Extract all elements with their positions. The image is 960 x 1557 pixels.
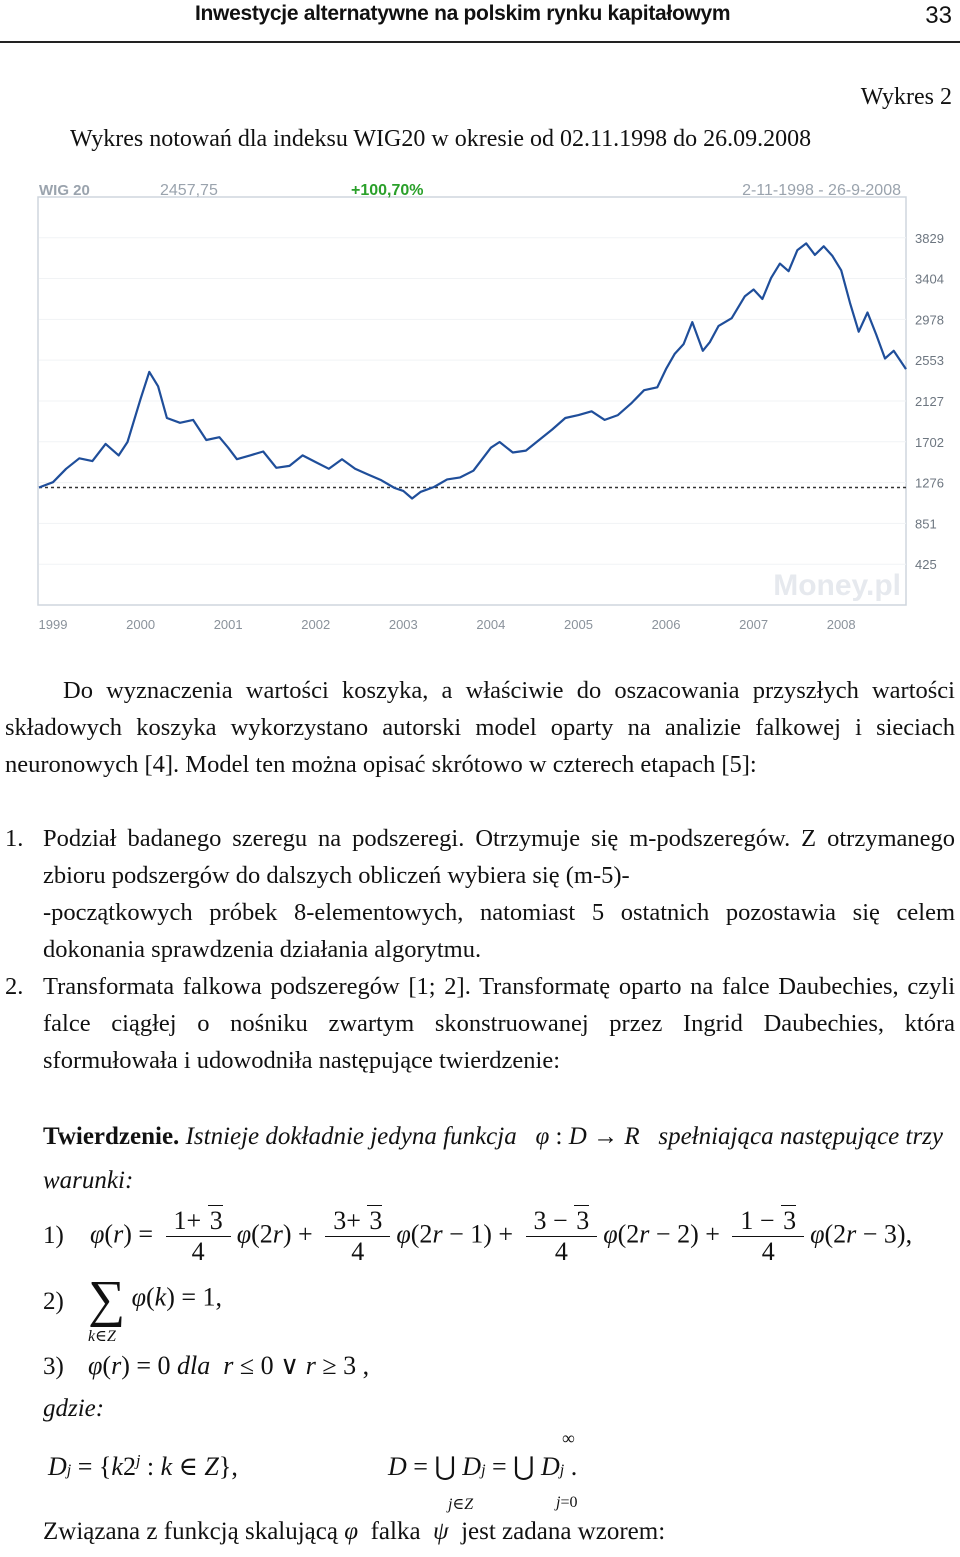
chart-watermark: Money.pl bbox=[773, 569, 901, 602]
x-tick-label: 2006 bbox=[651, 617, 681, 632]
paragraph-intro: Do wyznaczenia wartości koszyka, a właściwie do oszacowania przyszłych wartości składowych koszyka wykorzystano autorski model oparty na analizie falkowej i sieciach neuronowych [4]. Model ten można opisać skrótowo w czterech etapach [5]: bbox=[5, 677, 955, 778]
condition-3-equation: φ(r) = 0 dla r ≤ 0 ∨ r ≥ 3 , bbox=[88, 1351, 370, 1380]
y-tick-label: 2978 bbox=[915, 312, 944, 328]
chart-y-axis bbox=[915, 231, 944, 572]
page-number: 33 bbox=[925, 2, 952, 29]
x-tick-label: 2005 bbox=[564, 617, 593, 632]
union-index-1: j∈Z bbox=[448, 1496, 474, 1513]
y-tick-label: 1702 bbox=[915, 434, 944, 450]
x-tick-label: 2002 bbox=[301, 617, 331, 632]
running-title: Inwestycje alternatywne na polskim rynku kapitałowym bbox=[195, 2, 731, 25]
chart-change: +100,70% bbox=[351, 182, 424, 199]
definition-dj: $Dj = \{k2^j$ : k ∈ Z}, bbox=[48, 1452, 238, 1481]
definition-d: D = ⋃ Dj = ⋃ Dj . bbox=[388, 1452, 578, 1481]
where-label: gdzie: bbox=[43, 1395, 105, 1422]
y-tick-label: 1276 bbox=[915, 475, 944, 491]
list-item-1: 1. Podział badanego szeregu na podszeregi. Otrzymuje się m-podszeregów. Z otrzymanego zbioru podszergów do dalszych obliczeń wybiera się (m-5)- -początkowych próbek 8-elementowych, natomiast 5 ostatnich pozostawia się celem dokonania sprawdzenia działania algorytmu. bbox=[5, 825, 955, 963]
list-item-2: 2. Transformata falkowa podszeregów [1; 2]. Transformatę oparto na falce Daubechies, czyli falce ciągłej o nośniku zwartym skonstruowanej przez Ingrid Daubechies, która sformułowała i udowodniła następujące twierdzenie: bbox=[5, 973, 955, 1074]
wig20-chart bbox=[35, 175, 960, 640]
chart-last-value: 2457,75 bbox=[160, 182, 218, 199]
y-tick-label: 3404 bbox=[915, 271, 944, 287]
condition-2-label: 2) bbox=[43, 1288, 64, 1315]
condition-2-subscript: k∈Z bbox=[88, 1328, 116, 1345]
y-tick-label: 425 bbox=[915, 557, 937, 573]
x-tick-label: 1999 bbox=[38, 617, 68, 632]
chart-title: WIG 20 bbox=[39, 182, 90, 199]
y-tick-label: 3829 bbox=[915, 230, 944, 246]
x-tick-label: 2000 bbox=[126, 617, 156, 632]
closing-sentence: Związana z funkcją skalującą φ falka ψ jest zadana wzorem: bbox=[43, 1518, 666, 1545]
chart-date-range: 2-11-1998 - 26-9-2008 bbox=[742, 182, 901, 199]
condition-1-label: 1) bbox=[43, 1222, 64, 1249]
y-tick-label: 2553 bbox=[915, 353, 944, 369]
x-tick-label: 2003 bbox=[388, 617, 418, 632]
y-tick-label: 851 bbox=[915, 516, 937, 532]
theorem: Twierdzenie. Istnieje dokładnie jedyna funkcja φ : D → R spełniająca następujące trzy warunki: bbox=[43, 1123, 944, 1194]
x-tick-label: 2004 bbox=[476, 617, 506, 632]
y-tick-label: 2127 bbox=[915, 394, 944, 409]
union-index-2: j=0 bbox=[556, 1494, 578, 1511]
header-rule bbox=[0, 41, 960, 43]
x-tick-label: 2008 bbox=[826, 617, 856, 632]
condition-3-label: 3) bbox=[43, 1353, 64, 1380]
chart-x-axis bbox=[39, 617, 856, 632]
figure-caption: Wykres notowań dla indeksu WIG20 w okresie od 02.11.1998 do 26.09.2008 bbox=[70, 126, 812, 152]
union-upper-limit: ∞ bbox=[562, 1428, 575, 1448]
x-tick-label: 2007 bbox=[739, 617, 769, 632]
page-header bbox=[0, 0, 960, 40]
condition-1-equation: φ(r) = $\frac{1+ 3}{4}$ φ(2r) + $\frac{3+ 3}{4}$ φ(2r − 1) + $\frac{3 - 3}{4}$ φ(2r − 2) + $\frac{1 - 3}{4}$ φ(2r − 3), bbox=[90, 1206, 913, 1266]
condition-2-equation: ∑ φ(k) = 1, bbox=[88, 1271, 223, 1328]
figure-label: Wykres 2 bbox=[860, 84, 952, 110]
x-tick-label: 2001 bbox=[213, 617, 243, 632]
